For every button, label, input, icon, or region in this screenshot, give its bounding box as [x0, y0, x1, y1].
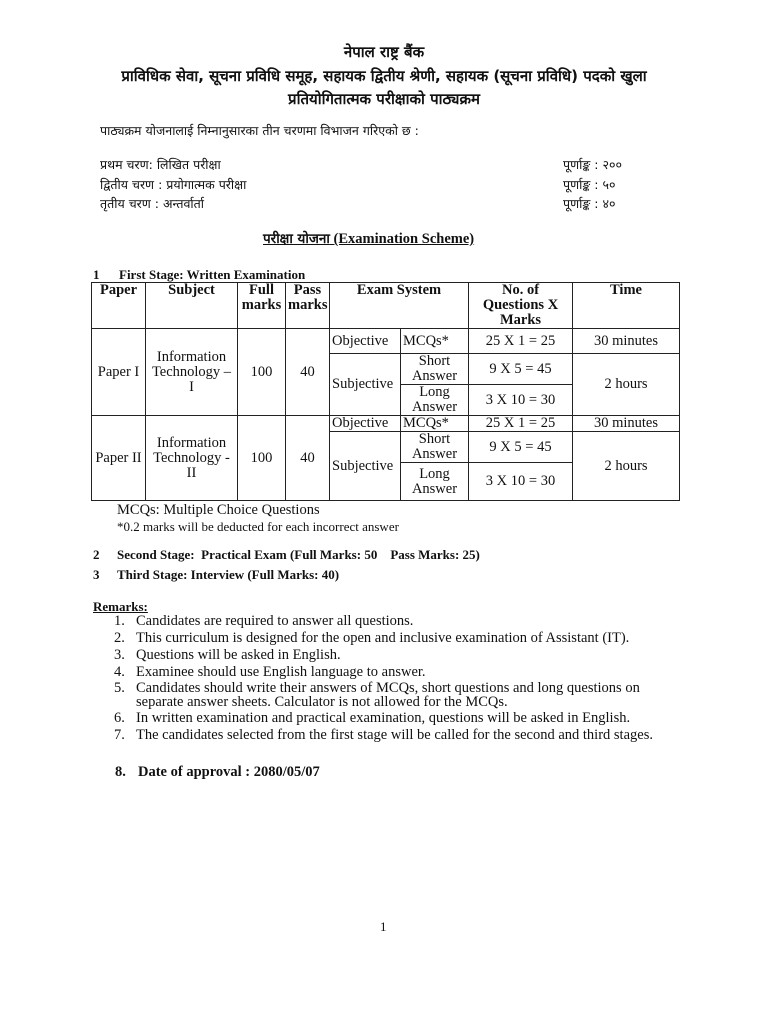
paper-2-mcq: MCQs*	[401, 416, 469, 432]
approval-num: 8.	[115, 764, 126, 780]
stage-3-label: तृतीय चरण : अन्तर्वार्ता	[100, 196, 205, 211]
approval-date: Date of approval : 2080/05/07	[138, 764, 320, 780]
header-time: Time	[573, 283, 680, 329]
paper-2-subjective-time: 2 hours	[573, 432, 680, 501]
third-stage-num: 3	[93, 567, 100, 582]
stage-1-label: प्रथम चरण: लिखित परीक्षा	[100, 157, 221, 172]
stage-1-marks: पूर्णाङ्क : २००	[563, 157, 622, 172]
remark-item: 4. Examinee should use English language to answer.	[114, 664, 426, 680]
header-subject: Subject	[146, 283, 238, 329]
scheme-title	[263, 229, 474, 248]
paper-2-full-marks: 100	[238, 416, 286, 501]
paper-1-full-marks: 100	[238, 329, 286, 416]
paper-2-mcq-marks: 25 X 1 = 25	[469, 416, 573, 432]
scheme-title-np: परीक्षा योजना	[263, 231, 330, 247]
paper-1-pass-marks: 40	[286, 329, 330, 416]
paper-2-objective: Objective	[330, 416, 401, 432]
paper-1-name: Paper I	[92, 329, 146, 416]
paper-1-objective: Objective	[330, 329, 401, 354]
header-title: नेपाल राष्ट्र बैंक	[343, 43, 425, 61]
stage-3-marks: पूर्णाङ्क : ४०	[563, 196, 616, 211]
paper-2-short-marks: 9 X 5 = 45	[469, 432, 573, 463]
paper-1-long-answer: Long Answer	[401, 385, 469, 416]
paper-2-subject: Information Technology - II	[146, 416, 238, 501]
paper-1-short-answer: Short Answer	[401, 354, 469, 385]
header-subtitle: प्राविधिक सेवा, सूचना प्रविधि समूह, सहायक द्वितीय श्रेणी, सहायक (सूचना प्रविधि) पदको खुला	[121, 67, 647, 85]
intro-text: पाठ्यक्रम योजनालाई निम्नानुसारका तीन चरणमा विभाजन गरिएको छ :	[100, 123, 419, 138]
header-paper: Paper	[92, 283, 146, 329]
paper-1-mcq-marks: 25 X 1 = 25	[469, 329, 573, 354]
paper-1-subject: Information Technology – I	[146, 329, 238, 416]
remark-item: 6. In written examination and practical examination, questions will be asked in English.	[114, 710, 631, 726]
mcq-note: MCQs: Multiple Choice Questions	[117, 502, 320, 518]
third-stage-text: Third Stage: Interview (Full Marks: 40)	[117, 567, 340, 582]
remark-item: 5. Candidates should write their answers of MCQs, short questions and long questions on separate answer sheets. Calculator is not allowed for the MCQs.	[114, 680, 640, 710]
table-header-row	[92, 283, 680, 329]
remark-item: 7. The candidates selected from the first stage will be called for the second and third stages.	[114, 727, 653, 743]
stage-2-marks: पूर्णाङ्क : ५०	[563, 177, 616, 192]
remark-item: 1. Candidates are required to answer all questions.	[114, 613, 414, 629]
deduction-note: *0.2 marks will be deducted for each incorrect answer	[117, 519, 399, 534]
first-stage-num: 1	[93, 267, 100, 282]
paper-1-short-marks: 9 X 5 = 45	[469, 354, 573, 385]
scheme-title-en: (Examination Scheme)	[333, 231, 475, 247]
remark-item: 3. Questions will be asked in English.	[114, 647, 341, 663]
paper-1-subjective-time: 2 hours	[573, 354, 680, 416]
header-subtitle-2: प्रतियोगितात्मक परीक्षाको पाठ्यक्रम	[288, 90, 480, 108]
page-number: 1	[380, 919, 387, 934]
paper-2-long-answer: Long Answer	[401, 463, 469, 501]
paper-1-mcq-time: 30 minutes	[573, 329, 680, 354]
second-stage-text: Second Stage: Practical Exam (Full Marks: 50 Pass Marks: 25)	[117, 547, 480, 562]
table-row	[92, 416, 680, 432]
header-pass-marks: Pass marks	[286, 283, 330, 329]
paper-1-mcq: MCQs*	[401, 329, 469, 354]
second-stage-num: 2	[93, 547, 100, 562]
header-full-marks: Full marks	[238, 283, 286, 329]
first-stage-title: First Stage: Written Examination	[119, 267, 306, 282]
table-row	[92, 329, 680, 354]
remarks-list	[100, 613, 675, 744]
remarks-title: Remarks:	[93, 599, 148, 614]
paper-2-subjective: Subjective	[330, 432, 401, 501]
header-exam-system: Exam System	[330, 283, 469, 329]
stage-2-label: द्वितीय चरण : प्रयोगात्मक परीक्षा	[100, 177, 247, 192]
paper-2-short-answer: Short Answer	[401, 432, 469, 463]
remark-item: 2. This curriculum is designed for the open and inclusive examination of Assistant (IT).	[114, 630, 630, 646]
paper-2-name: Paper II	[92, 416, 146, 501]
exam-table	[91, 282, 680, 501]
paper-2-mcq-time: 30 minutes	[573, 416, 680, 432]
paper-2-long-marks: 3 X 10 = 30	[469, 463, 573, 501]
paper-1-long-marks: 3 X 10 = 30	[469, 385, 573, 416]
header-questions: No. of Questions X Marks	[469, 283, 573, 329]
paper-1-subjective: Subjective	[330, 354, 401, 416]
paper-2-pass-marks: 40	[286, 416, 330, 501]
